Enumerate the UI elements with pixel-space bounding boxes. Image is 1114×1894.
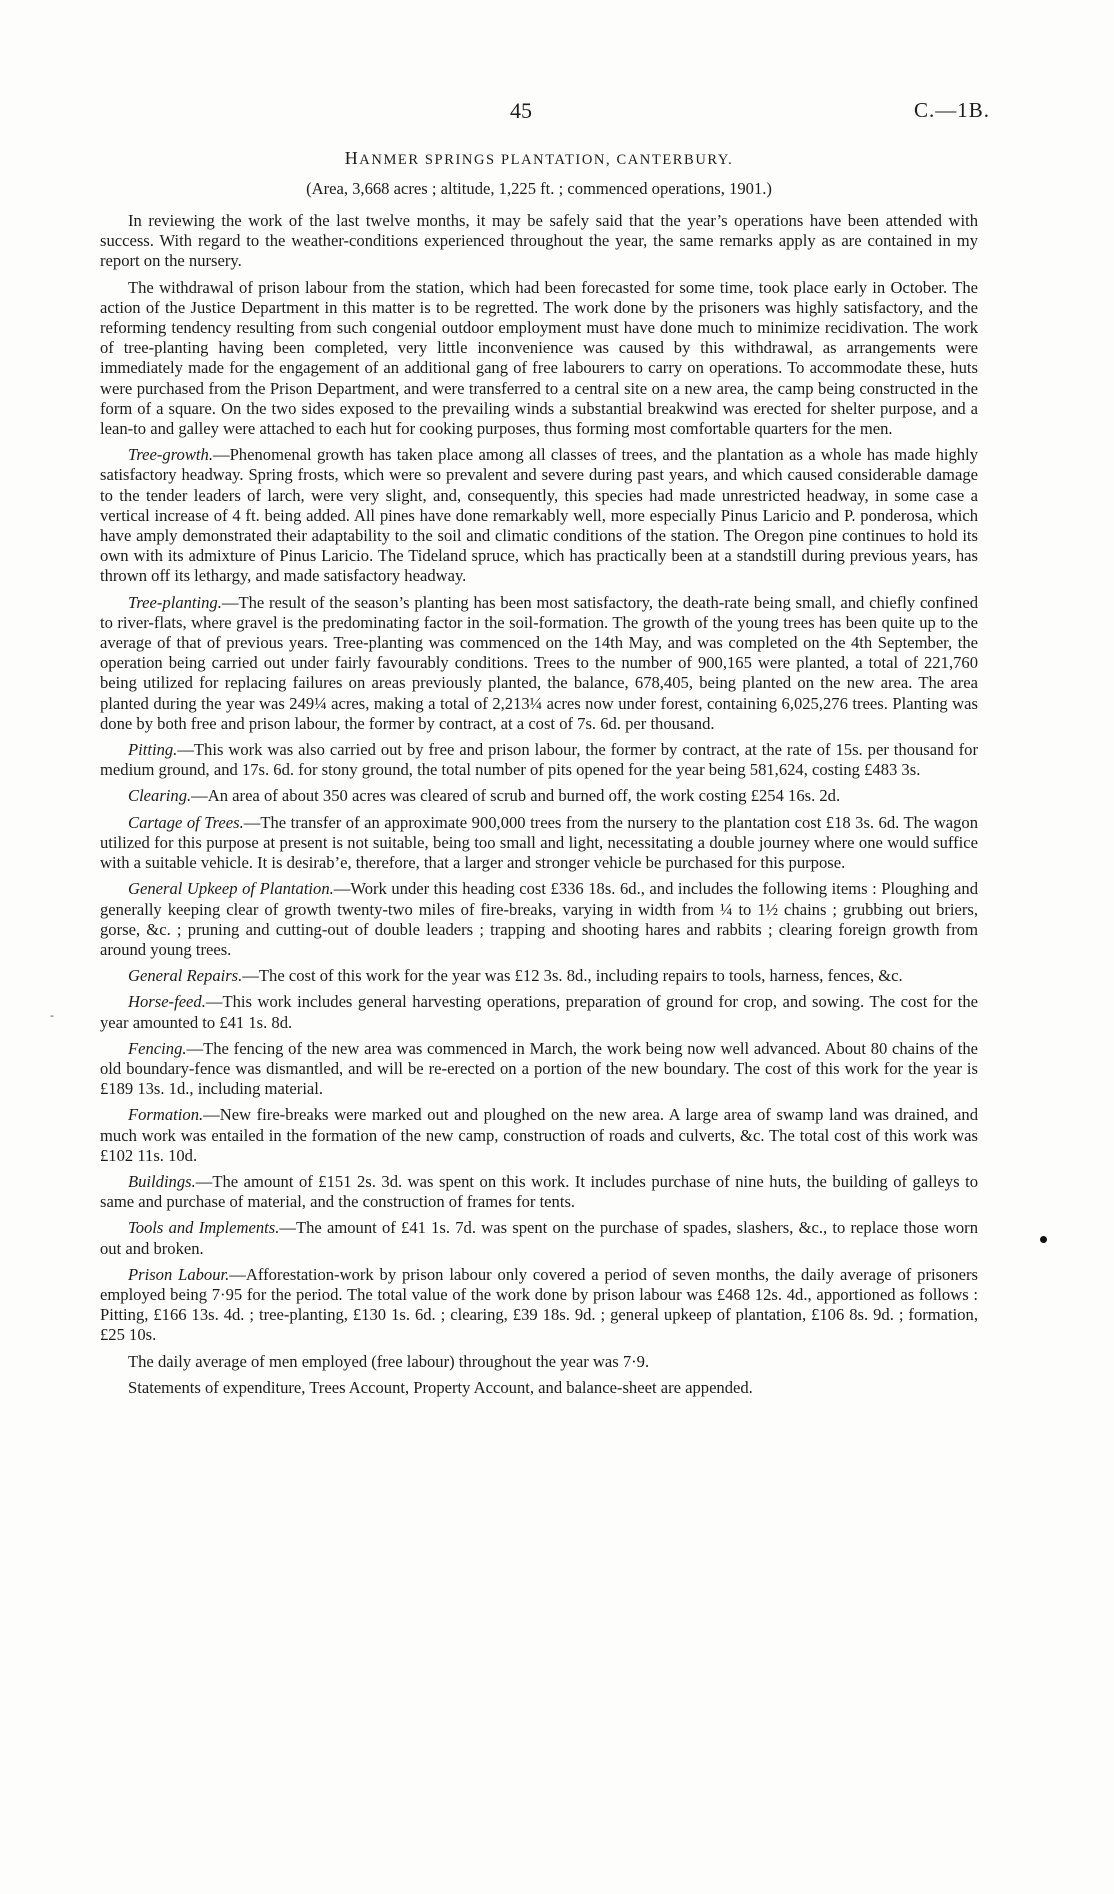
- heading-tree-planting: Tree-planting.: [128, 592, 222, 612]
- text-repairs: —The cost of this work for the year was £12 3s. 8d., including repairs to tools, harness, fences, &c.: [242, 966, 903, 986]
- section-subtitle: (Area, 3,668 acres ; altitude, 1,225 ft. ; commenced operations, 1901.): [306, 179, 772, 198]
- paragraph-prison-labour: [100, 1265, 978, 1346]
- text-tree-growth: —Phenomenal growth has taken place among all classes of trees, and the plantation as a whole has made highly satisfactory headway. Spring frosts, which were so prevalent and severe during past years, and which caused considerable damage to the tender leaders of larch, were very slight, and, consequently, this species had made unrestricted headway, in some case a vertical increase of 4 ft. being added. All pines have done remarkably well, more especially Pinus Laricio and P. ponderosa, which have amply demonstrated their adaptability to the soil and climatic conditions of the station. The Oregon pine continues to hold its own with its admixture of Pinus Laricio. The Tideland spruce, which has practically been at a standstill during previous years, has thrown off its lethargy, and made satisfactory headway.: [100, 445, 978, 586]
- paragraph-statements: Statements of expenditure, Trees Account, Property Account, and balance-sheet are appended.: [128, 1377, 753, 1397]
- paragraph-pitting: [100, 740, 978, 780]
- heading-tools: Tools and Implements.: [128, 1218, 280, 1238]
- heading-clearing: Clearing.: [128, 786, 192, 806]
- paragraph-tree-growth: [100, 445, 978, 586]
- text-upkeep: —Work under this heading cost £336 18s. 6d., and includes the following items : Ploughing and generally keeping clear of growth twenty-two miles of fire-breaks, varying in width from ¼ to 1½ chains ; grubbing out briers, gorse, &c. ; pruning and cutting-out of double leaders ; trapping and shooting hares and rabbits ; clearing foreign growth from around young trees.: [100, 879, 978, 959]
- text-buildings: —The amount of £151 2s. 3d. was spent on this work. It includes purchase of nine huts, the building of galleys to same and purchase of material, and the construction of frames for tents.: [100, 1171, 978, 1212]
- heading-repairs: General Repairs.: [128, 966, 243, 986]
- heading-prison-labour: Prison Labour.: [128, 1264, 230, 1284]
- heading-buildings: Buildings.: [128, 1171, 196, 1191]
- page-header: [0, 98, 1114, 128]
- heading-cartage: Cartage of Trees.: [128, 812, 244, 832]
- report-reference: C.—1B.: [913, 98, 990, 122]
- text-pitting: —This work was also carried out by free and prison labour, the former by contract, at the rate of 15s. per thousand for medium ground, and 17s. 6d. for stony ground, the total number of pits opened for the year being 581,624, costing £483 3s.: [100, 740, 978, 780]
- paragraph-clearing: [100, 786, 978, 806]
- report-body: [100, 148, 978, 1404]
- paragraph-daily-average: The daily average of men employed (free labour) throughout the year was 7·9.: [128, 1351, 650, 1371]
- heading-fencing: Fencing.: [128, 1038, 187, 1058]
- heading-horse-feed: Horse-feed.: [128, 992, 206, 1012]
- paragraph-withdrawal: The withdrawal of prison labour from the station, which had been forecasted for some time, took place early in October. The action of the Justice Department in this matter is to be regretted. The work done by the prisoners was highly satisfactory, and the reforming tendency resulting from such congenial outdoor employment must have done much to minimize recidivation. The work of tree-planting having been completed, very little inconvenience was caused by this withdrawal, as arrangements were immediately made for the engagement of an additional gang of free labourers to carry on operations. To accommodate these, huts were purchased from the Prison Department, and were transferred to a central site on a new area, the camp being constructed in the form of a square. On the two sides exposed to the prevailing winds a substantial breakwind was erected for shelter purpose, and a lean-to and galley were attached to each hut for cooking purposes, thus forming most comfortable quarters for the men.: [100, 277, 978, 439]
- paragraph-horse-feed: [100, 992, 978, 1032]
- paragraph-fencing: [100, 1039, 978, 1100]
- section-title: HANMER SPRINGS PLANTATION, CANTERBURY.: [344, 148, 734, 168]
- margin-dot: [1040, 1236, 1047, 1243]
- text-prison-labour: —Afforestation-work by prison labour only covered a period of seven months, the daily average of prisoners employed being 7·95 for the period. The total value of the work done by prison labour was £468 12s. 4d., apportioned as follows : Pitting, £166 13s. 4d. ; tree-planting, £130 1s. 6d. ; clearing, £39 18s. 9d. ; general upkeep of plantation, £106 8s. 9d. ; formation, £25 10s.: [100, 1264, 978, 1345]
- page-number: 45: [510, 98, 532, 123]
- paragraph-cartage: [100, 813, 978, 874]
- text-horse-feed: —This work includes general harvesting operations, preparation of ground for crop, and sowing. The cost for the year amounted to £41 1s. 8d.: [100, 992, 978, 1032]
- paragraph-upkeep: [100, 879, 978, 960]
- text-formation: —New fire-breaks were marked out and ploughed on the new area. A large area of swamp land was drained, and much work was entailed in the formation of the new camp, construction of roads and culverts, &c. The total cost of this work was £102 11s. 10d.: [100, 1105, 978, 1165]
- heading-formation: Formation.: [128, 1105, 204, 1125]
- text-clearing: —An area of about 350 acres was cleared of scrub and burned off, the work costing £254 16s. 2d.: [191, 786, 841, 806]
- paragraph-intro: In reviewing the work of the last twelve months, it may be safely said that the year’s operations have been attended with success. With regard to the weather-conditions experienced throughout the year, the same remarks apply as are contained in my report on the nursery.: [100, 211, 978, 271]
- text-tools: —The amount of £41 1s. 7d. was spent on the purchase of spades, slashers, &c., to replace those worn out and broken.: [100, 1218, 978, 1258]
- heading-tree-growth: Tree-growth.: [128, 445, 213, 465]
- paragraph-buildings: [100, 1172, 978, 1212]
- text-tree-planting: —The result of the season’s planting has been most satisfactory, the death-rate being small, and chiefly confined to river-flats, where gravel is the predominating factor in the soil-formation. The growth of the young trees has been quite up to the average of that of previous years. Tree-planting was commenced on the 14th May, and was completed on the 4th September, the operation being carried out under fairly favourably conditions. Trees to the number of 900,165 were planted, a total of 221,760 being utilized for replacing failures on areas previously planted, the balance, 678,405, being planted on the new area. The area planted during the year was 249¼ acres, making a total of 2,213¼ acres now under forest, containing 6,025,276 trees. Planting was done by both free and prison labour, the former by contract, at a cost of 7s. 6d. per thousand.: [100, 592, 978, 733]
- heading-pitting: Pitting.: [128, 740, 178, 760]
- text-fencing: —The fencing of the new area was commenced in March, the work being now well advanced. About 80 chains of the old boundary-fence was dismantled, and will be re-erected on a portion of the new boundary. The cost of this work for the year is £189 13s. 1d., including material.: [100, 1038, 978, 1099]
- margin-mark: -: [50, 1008, 54, 1022]
- paragraph-tools: [100, 1218, 978, 1258]
- paragraph-formation: [100, 1105, 978, 1166]
- paragraph-repairs: [100, 966, 978, 986]
- paragraph-tree-planting: [100, 593, 978, 734]
- text-cartage: —The transfer of an approximate 900,000 trees from the nursery to the plantation cost £18 3s. 6d. The wagon utilized for this purpose at present is not suitable, being too small and light, necessitating a double journey where one would suffice with a suitable vehicle. It is desirab’e, therefore, that a larger and stronger vehicle be purchased for this purpose.: [100, 812, 979, 873]
- heading-upkeep: General Upkeep of Plantation.: [128, 879, 334, 899]
